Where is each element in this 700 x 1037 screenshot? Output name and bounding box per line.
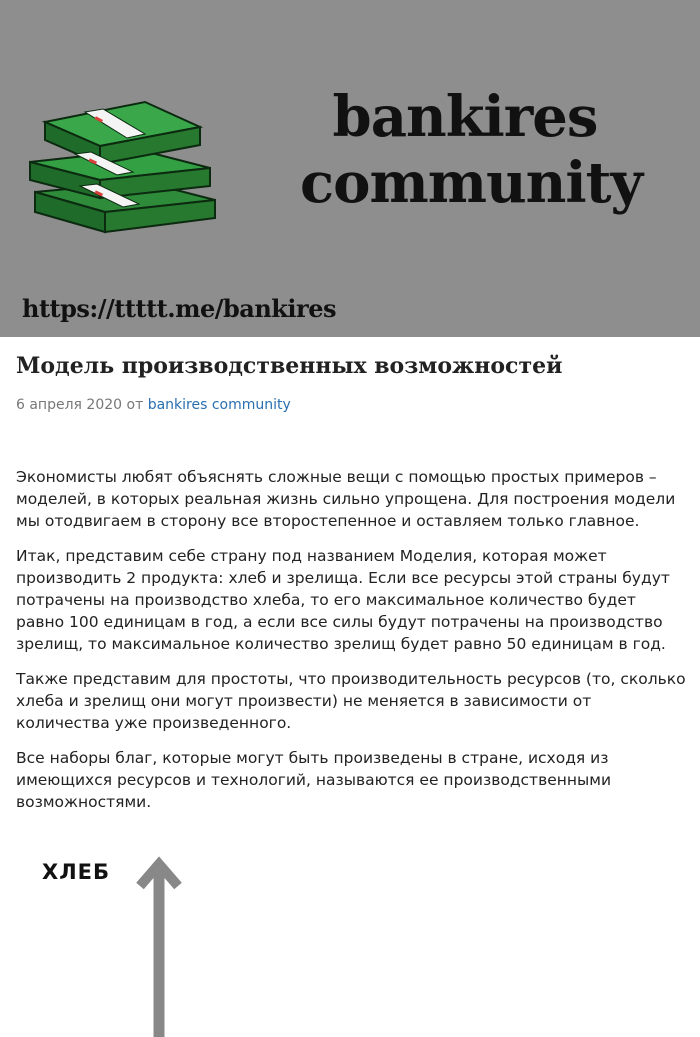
brand-line-1: bankires — [332, 84, 598, 150]
article-title: Модель производственных возможностей — [16, 353, 563, 379]
article-body — [16, 466, 688, 826]
article-meta — [16, 397, 291, 413]
author-link[interactable]: bankires community — [147, 397, 291, 413]
ppf-diagram — [0, 840, 700, 1037]
article-by: от — [126, 397, 144, 413]
paragraph: Экономисты любят объяснять сложные вещи с помощью простых примеров – моделей, в которых реальная жизнь сильно упрощена. Для построения модели мы отодвигаем в сторону все второстепенное и оставляем только главное. — [16, 468, 676, 530]
brand-line-2: community — [300, 150, 643, 216]
banner-url: https://ttttt.me/bankires — [22, 294, 336, 323]
brand-logo-text — [300, 84, 643, 216]
y-axis-arrow — [135, 854, 187, 1037]
paragraph: Итак, представим себе страну под названием Моделия, которая может производить 2 продукта: хлеб и зрелища. Если все ресурсы этой страны будут потрачены на производство хлеба, то его максимальное количество будет равно 100 единицам в год, а если все силы будут потрачены на производство зрелищ, то максимальное количество зрелищ будет равно 50 единицам в год. — [16, 547, 670, 653]
article-date: 6 апреля 2020 — [16, 397, 123, 413]
y-axis-label: ХЛЕБ — [42, 860, 110, 884]
paragraph: Все наборы благ, которые могут быть произведены в стране, исходя из имеющихся ресурсов и технологий, называются ее производственными возможностями. — [16, 749, 612, 811]
money-stacks-icon — [25, 82, 220, 242]
paragraph: Также представим для простоты, что производительность ресурсов (то, сколько хлеба и зрелищ они могут произвести) не меняется в зависимости от количества уже произведенного. — [16, 670, 686, 732]
header-banner — [0, 0, 700, 337]
